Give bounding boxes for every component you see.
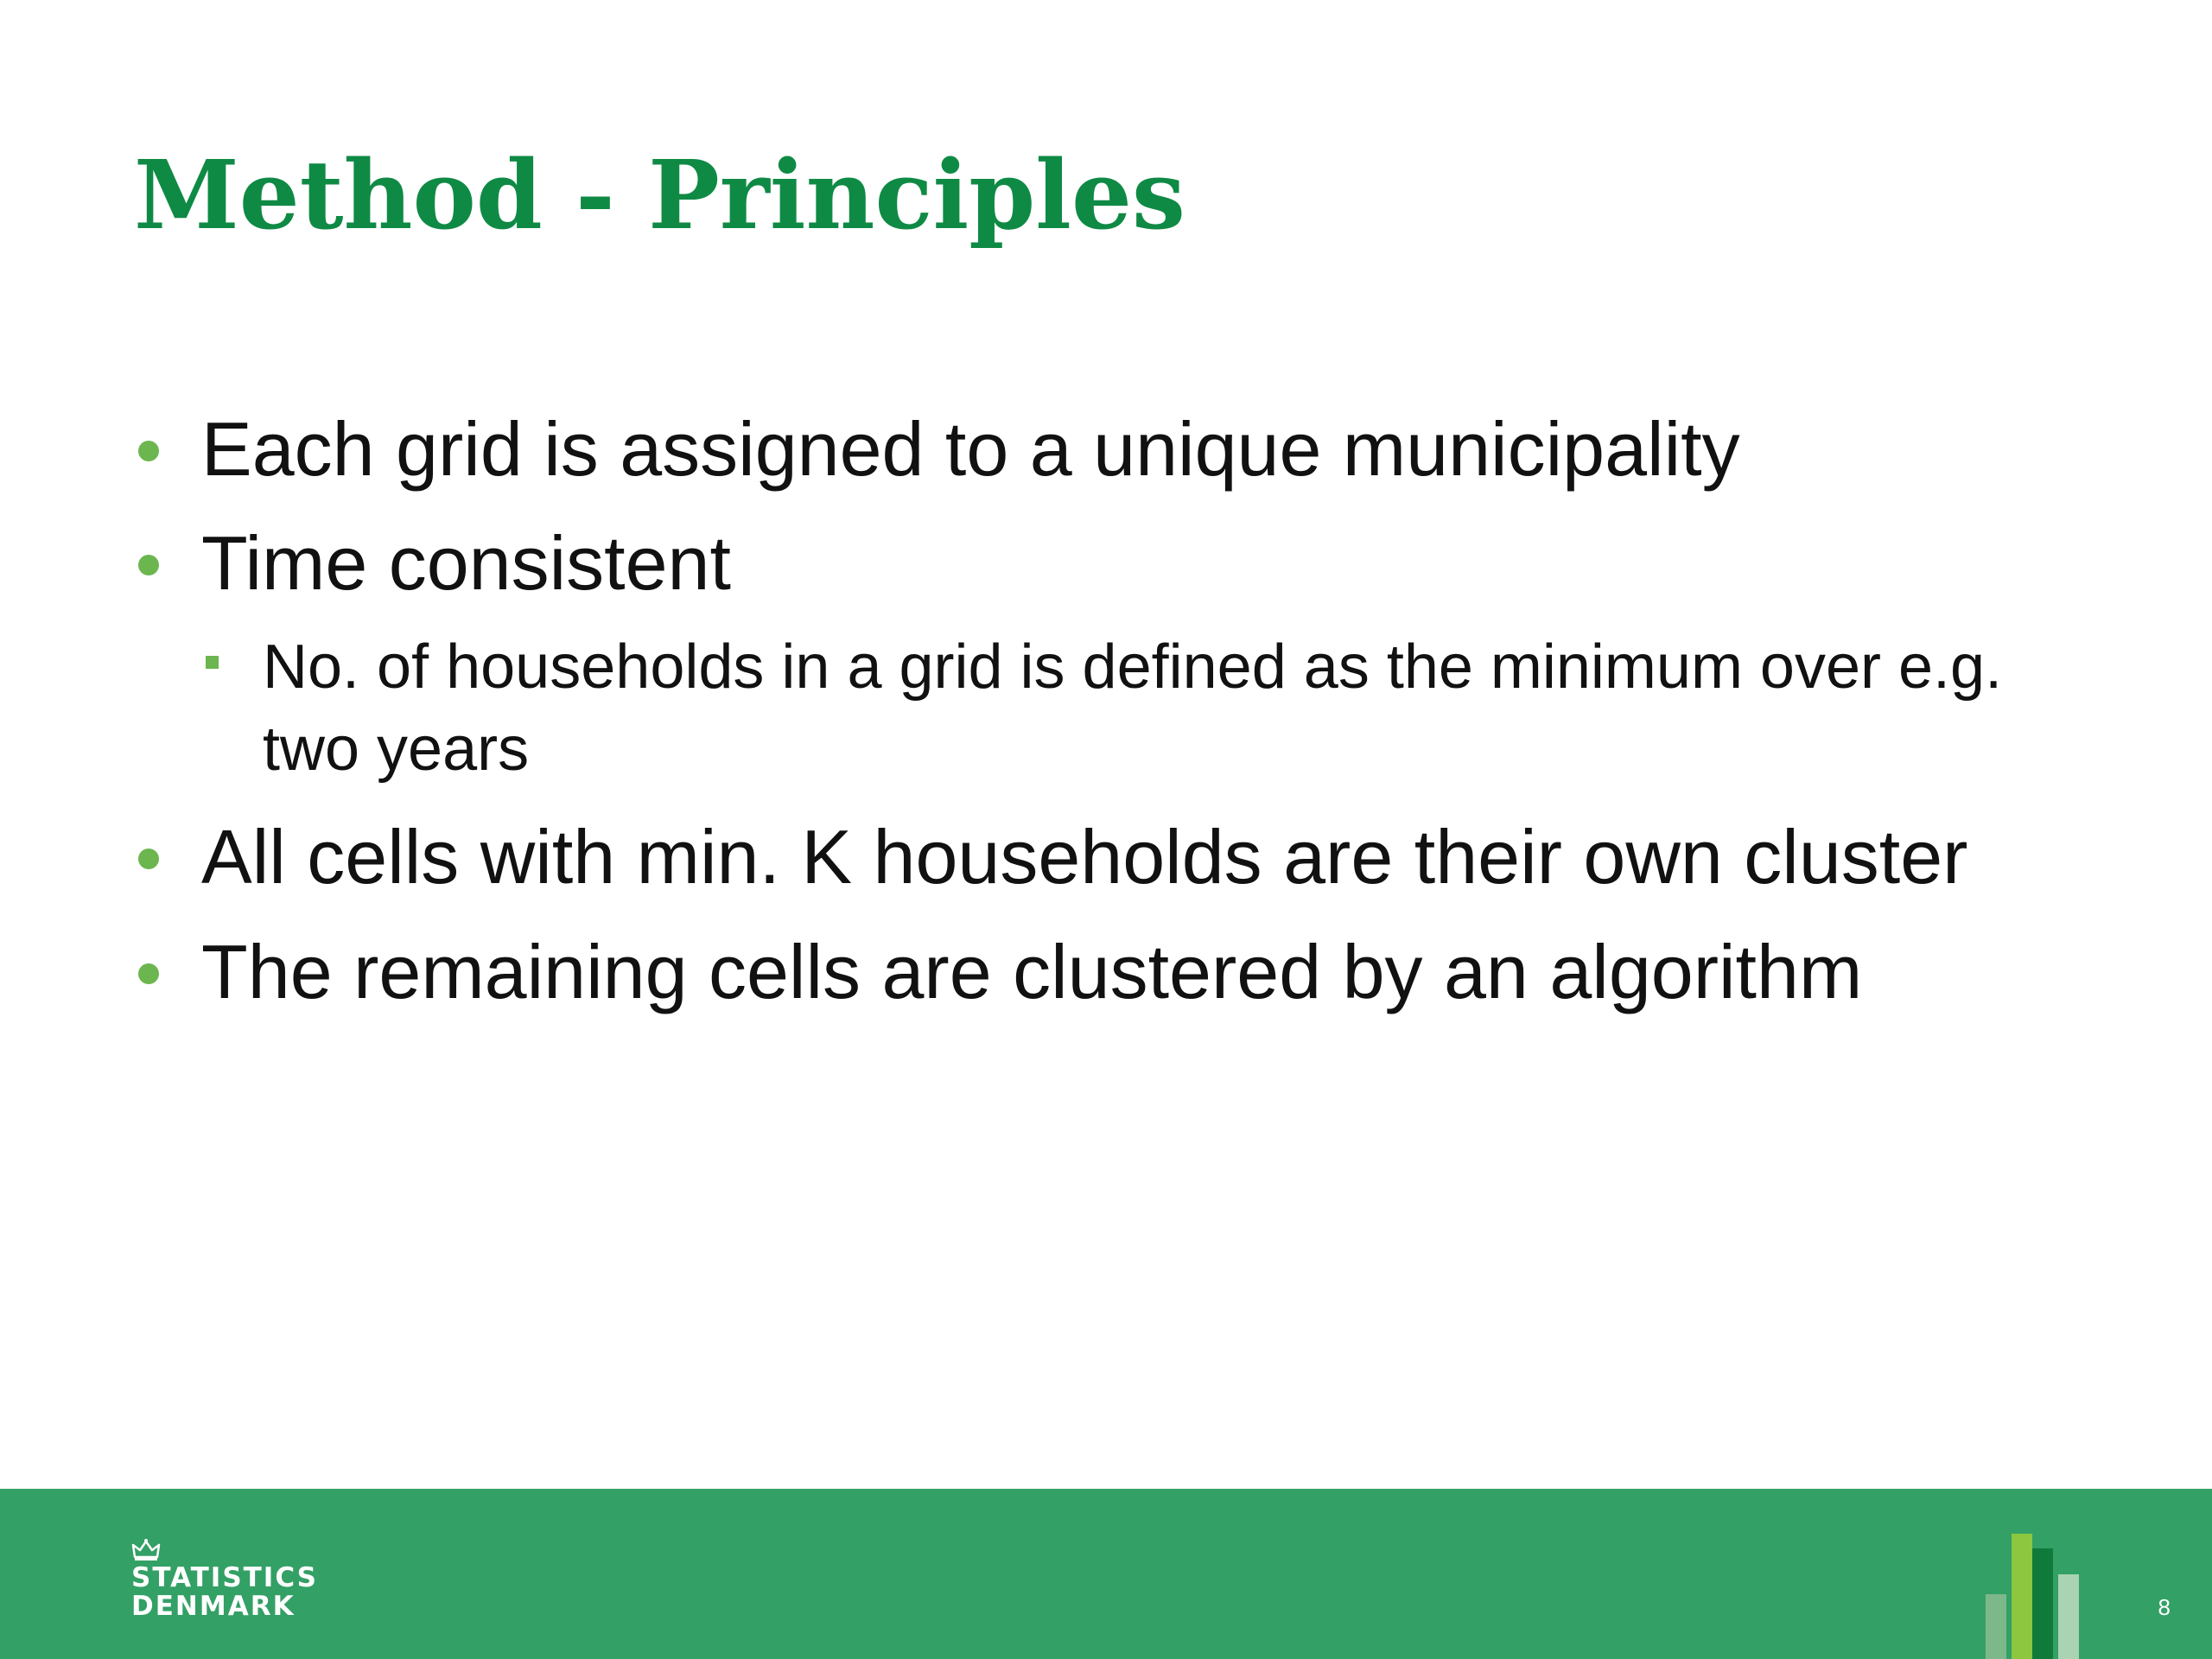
bar-chart-icon [1979,1529,2091,1659]
bullet-text: Time consistent [201,520,731,606]
bullet-text: All cells with min. K households are their own cluster [201,814,1968,899]
logo-line-2: DENMARK [131,1591,296,1622]
page-number: 8 [2158,1594,2171,1620]
footer-band [0,1489,2212,1659]
bullet-dot-icon [138,963,159,984]
statistics-denmark-logo [131,1538,318,1621]
sub-bullet-text: No. of households in a grid is defined as the minimum over e.g. two years [263,632,2003,784]
bullet-dot-icon [138,555,159,575]
bullet-dot-icon [138,849,159,869]
bullet-text: Each grid is assigned to a unique municipality [201,406,1740,492]
crown-icon [131,1538,161,1562]
bullet-text: The remaining cells are clustered by an algorithm [201,929,1863,1014]
bullet-dot-icon [138,441,159,461]
logo-line-1: STATISTICS [131,1562,318,1593]
bullet-square-icon [206,656,219,669]
slide-title: Method - Principles [134,139,1185,251]
